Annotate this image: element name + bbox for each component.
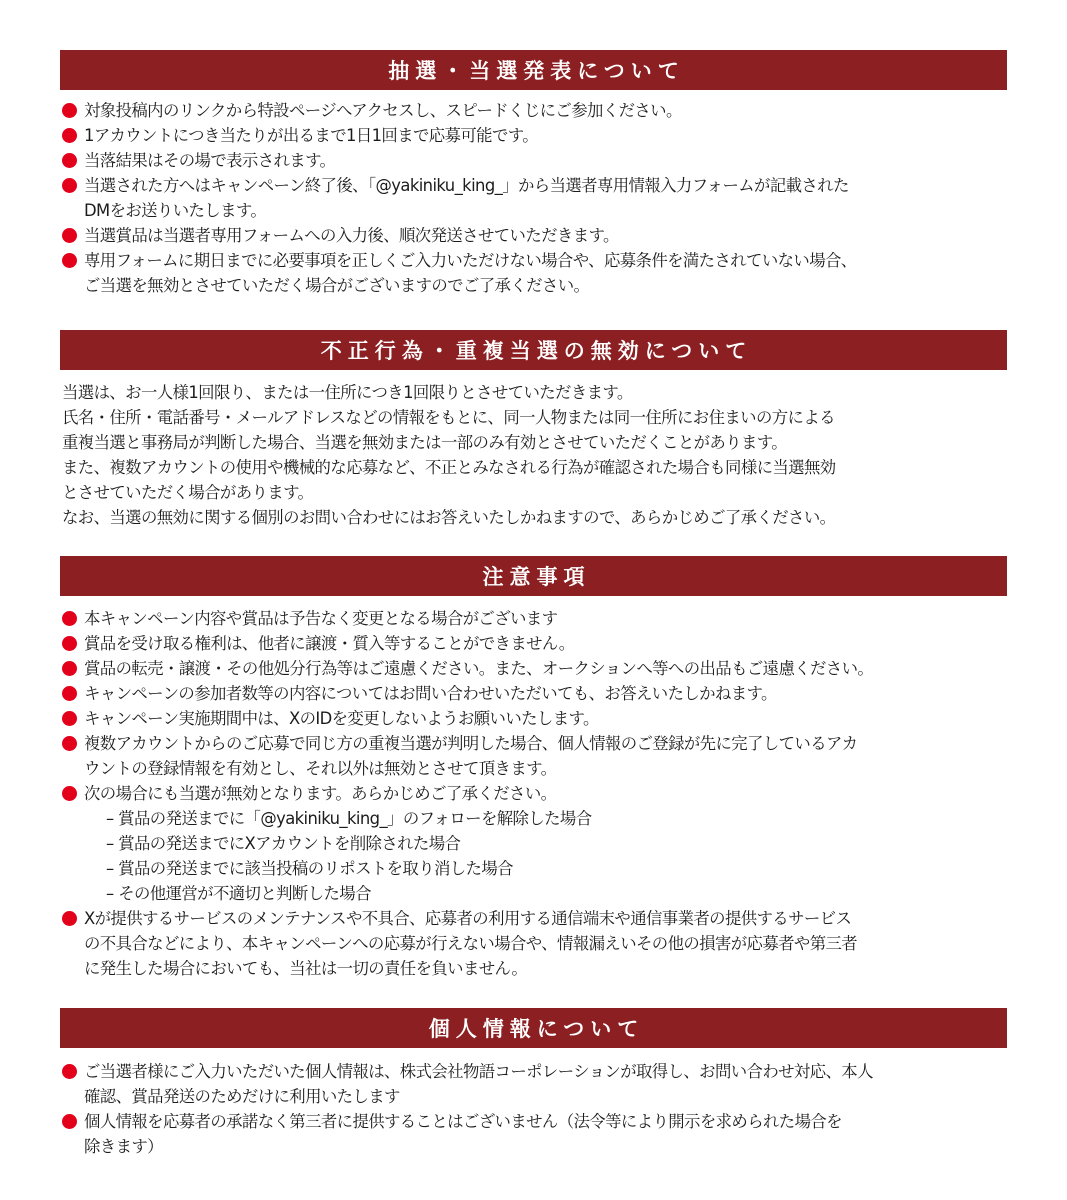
item-line: 複数アカウントからのご応募で同じ方の重複当選が判明した場合、個人情報のご登録が先に完了しているアカ — [84, 734, 858, 753]
paragraph-line: とさせていただく場合があります。 — [62, 483, 314, 502]
paragraph-line: なお、当選の無効に関する個別のお問い合わせにはお答えいたしかねますので、あらかじめご了承ください。 — [62, 508, 836, 527]
list-item — [62, 1059, 1012, 1109]
section-header-lottery — [60, 50, 1007, 90]
list-item — [62, 123, 1012, 148]
item-line: 賞品の転売・譲渡・その他処分行為等はご遠慮ください。また、オークションへ等への出品もご遠慮ください。 — [84, 659, 874, 678]
paragraph-line: 重複当選と事務局が判断した場合、当選を無効または一部のみ有効とさせていただくことがあります。 — [62, 433, 788, 452]
item-line: Xが提供するサービスのメンテナンスや不具合、応募者の利用する通信端末や通信事業者の提供するサービス — [84, 909, 852, 928]
item-line: キャンペーンの参加者数等の内容についてはお問い合わせいただいても、お答えいたしかねます。 — [84, 684, 777, 703]
item-line: 1アカウントにつき当たりが出るまで1日1回まで応募可能です。 — [84, 126, 539, 145]
list-item — [62, 606, 1012, 631]
list-item — [62, 781, 1012, 906]
red-dot-bullet-icon — [62, 611, 77, 626]
list-item — [62, 98, 1012, 123]
red-dot-bullet-icon — [62, 178, 77, 193]
section-title: 抽選・当選発表について — [388, 59, 685, 83]
section-header-privacy — [60, 1008, 1007, 1048]
list-item — [62, 681, 1012, 706]
section-body-notes — [62, 606, 1012, 981]
red-dot-bullet-icon — [62, 661, 77, 676]
list-item — [62, 148, 1012, 173]
sub-item-line: – 賞品の発送までに該当投稿のリポストを取り消した場合 — [106, 859, 513, 878]
sub-item-line: – その他運営が不適切と判断した場合 — [106, 884, 371, 903]
red-dot-bullet-icon — [62, 153, 77, 168]
item-line: の不具合などにより、本キャンペーンへの応募が行えない場合や、情報漏えいその他の損害が応募者や第三者 — [84, 934, 858, 953]
item-line: ご当選者様にご入力いただいた個人情報は、株式会社物語コーポレーションが取得し、お問い合わせ対応、本人 — [84, 1062, 873, 1081]
list-item — [62, 223, 1012, 248]
section-body-privacy — [62, 1059, 1012, 1159]
section-title: 個人情報について — [428, 1017, 645, 1041]
item-line: 専用フォームに期日までに必要事項を正しくご入力いただけない場合や、応募条件を満たされていない場合、 — [84, 251, 857, 270]
paragraph-line: 当選は、お一人様1回限り、または一住所につき1回限りとさせていただきます。 — [62, 383, 633, 402]
red-dot-bullet-icon — [62, 253, 77, 268]
red-dot-bullet-icon — [62, 128, 77, 143]
red-dot-bullet-icon — [62, 228, 77, 243]
section-body-invalid — [62, 380, 1012, 530]
item-line: キャンペーン実施期間中は、XのIDを変更しないようお願いいたします。 — [84, 709, 599, 728]
section-body-lottery — [62, 98, 1012, 298]
item-line: ご当選を無効とさせていただく場合がございますのでご了承ください。 — [84, 276, 590, 295]
red-dot-bullet-icon — [62, 103, 77, 118]
item-line: 除きます） — [84, 1137, 163, 1156]
list-item — [62, 906, 1012, 981]
red-dot-bullet-icon — [62, 711, 77, 726]
sub-item-line: – 賞品の発送までにXアカウントを削除された場合 — [106, 834, 461, 853]
sub-item-line: – 賞品の発送までに「@yakiniku_king_」のフォローを解除した場合 — [106, 809, 592, 828]
paragraph-line: 氏名・住所・電話番号・メールアドレスなどの情報をもとに、同一人物または同一住所にお住まいの方による — [62, 408, 835, 427]
item-line: DMをお送りいたします。 — [84, 201, 267, 220]
list-item — [62, 173, 1012, 223]
item-line: 確認、賞品発送のためだけに利用いたします — [84, 1087, 400, 1106]
list-item — [62, 1109, 1012, 1159]
red-dot-bullet-icon — [62, 1064, 77, 1079]
red-dot-bullet-icon — [62, 636, 77, 651]
item-line: 賞品を受け取る権利は、他者に譲渡・質入等することができません。 — [84, 634, 575, 653]
item-line: 当選された方へはキャンペーン終了後、「@yakiniku_king_」から当選者専用情報入力フォームが記載された — [84, 176, 849, 195]
red-dot-bullet-icon — [62, 686, 77, 701]
section-title: 不正行為・重複当選の無効について — [320, 339, 753, 363]
paragraph-line: また、複数アカウントの使用や機械的な応募など、不正とみなされる行為が確認された場合も同様に当選無効 — [62, 458, 836, 477]
item-line: 個人情報を応募者の承諾なく第三者に提供することはございません（法令等により開示を求められた場合を — [84, 1112, 842, 1131]
list-item — [62, 656, 1012, 681]
item-line: 対象投稿内のリンクから特設ページへアクセスし、スピードくじにご参加ください。 — [84, 101, 682, 120]
list-item — [62, 631, 1012, 656]
red-dot-bullet-icon — [62, 736, 77, 751]
red-dot-bullet-icon — [62, 786, 77, 801]
list-item — [62, 731, 1012, 781]
item-line: 次の場合にも当選が無効となります。あらかじめご了承ください。 — [84, 784, 557, 803]
red-dot-bullet-icon — [62, 1114, 77, 1129]
item-line: 当選賞品は当選者専用フォームへの入力後、順次発送させていただきます。 — [84, 226, 619, 245]
section-title: 注意事項 — [482, 565, 591, 589]
item-line: に発生した場合においても、当社は一切の責任を負いません。 — [84, 959, 528, 978]
red-dot-bullet-icon — [62, 911, 77, 926]
item-line: ウントの登録情報を有効とし、それ以外は無効とさせて頂きます。 — [84, 759, 557, 778]
list-item — [62, 248, 1012, 298]
list-item — [62, 706, 1012, 731]
item-line: 本キャンペーン内容や賞品は予告なく変更となる場合がございます — [84, 609, 558, 628]
section-header-notes — [60, 556, 1007, 596]
item-line: 当落結果はその場で表示されます。 — [84, 151, 336, 170]
section-header-invalid — [60, 330, 1007, 370]
